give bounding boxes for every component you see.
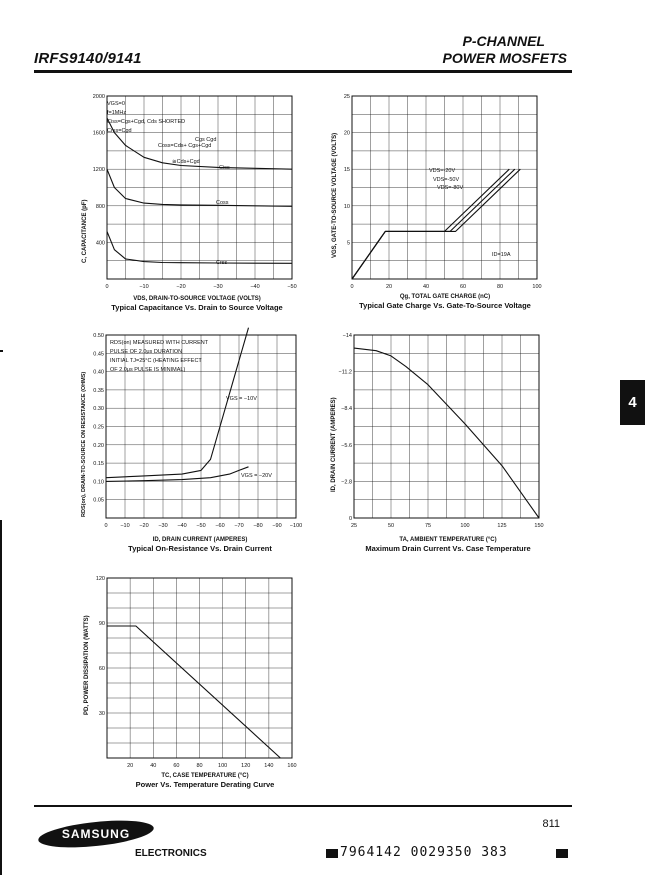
x-tick-label: 125	[497, 523, 507, 529]
x-tick-label: 80	[496, 284, 504, 290]
x-tick-label: 40	[422, 284, 430, 290]
chart-annotation: ID=19A	[492, 252, 511, 258]
series-label: VDS=-20V	[429, 168, 456, 174]
y-tick-label: 0.40	[93, 369, 104, 376]
barcode-block-left	[326, 849, 338, 858]
y-tick-label: −2.8	[341, 479, 352, 486]
x-tick-label: 60	[459, 284, 467, 290]
series-label: VGS = −20V	[241, 473, 272, 479]
x-tick-label: 0	[104, 523, 108, 529]
x-tick-label: −50	[196, 523, 206, 529]
y-tick-label: 0.45	[93, 351, 104, 358]
x-tick-label: 80	[196, 763, 203, 769]
x-tick-label: 50	[387, 523, 395, 529]
legend-line: Crss=Cgd	[107, 128, 132, 134]
y-tick-label: 120	[95, 576, 105, 582]
x-tick-label: −70	[234, 523, 244, 529]
y-tick-label: −8.4	[341, 406, 352, 413]
x-tick-label: 160	[287, 763, 297, 769]
note-line: RDS(on) MEASURED WITH CURRENT	[110, 340, 209, 346]
chart-grid	[354, 335, 539, 518]
chart-title: Maximum Drain Current Vs. Case Temperature	[365, 544, 531, 553]
x-axis-label: TC, CASE TEMPERATURE (°C)	[161, 773, 249, 779]
y-tick-label: 2000	[92, 94, 105, 100]
chart-gate-charge	[322, 88, 552, 318]
barcode-text: 7964142 0029350 383	[340, 845, 508, 860]
x-tick-label: −20	[139, 523, 149, 529]
division-name: ELECTRONICS	[135, 848, 207, 859]
y-axis-label: C, CAPACITANCE (pF)	[82, 199, 88, 263]
margin-mark	[0, 350, 3, 352]
legend-line: Coss=Cds+ Cgs+Cgd	[158, 143, 212, 149]
y-tick-label: 30	[98, 711, 105, 717]
header-rule	[34, 70, 572, 73]
section-tab: 4	[620, 380, 645, 425]
y-tick-label: 5	[346, 240, 350, 247]
y-tick-label: 400	[95, 240, 105, 247]
x-tick-label: 75	[424, 523, 432, 529]
note-line: PULSE OF 2.0μs DURATION	[110, 349, 183, 355]
x-tick-label: −10	[120, 523, 130, 529]
x-tick-label: 20	[127, 763, 134, 769]
y-tick-label: −11.2	[338, 369, 352, 376]
y-tick-label: 25	[343, 94, 350, 100]
x-tick-label: −60	[215, 523, 225, 529]
x-tick-label: 60	[173, 763, 180, 769]
chart-max-drain-current	[322, 327, 557, 557]
y-tick-label: 90	[98, 621, 105, 627]
device-type-line2: POWER MOSFETS	[442, 50, 567, 66]
x-tick-label: 20	[385, 284, 393, 290]
chart-title: Typical Capacitance Vs. Drain to Source Voltage	[111, 303, 283, 312]
y-tick-label: 0.10	[93, 479, 104, 486]
y-axis-label: VGS, GATE-TO-SOURCE VOLTAGE (VOLTS)	[332, 132, 338, 258]
legend-line: ≅Cds+Cgd	[172, 159, 200, 165]
legend-line: Cgs Cgd	[195, 137, 217, 143]
y-tick-label: 0.50	[93, 333, 104, 339]
x-tick-label: 25	[350, 523, 358, 529]
x-tick-label: −20	[176, 284, 186, 290]
note-line: INITIAL TJ=25°C (HEATING EFFECT	[110, 358, 202, 364]
y-axis-label: PD, POWER DISSIPATION (WATTS)	[84, 615, 90, 715]
y-tick-label: 10	[343, 203, 350, 210]
y-tick-label: −14	[342, 333, 352, 339]
x-tick-label: −30	[213, 284, 223, 290]
x-tick-label: −40	[177, 523, 187, 529]
legend-line: Ciss=Cgs+Cgd, Cds SHORTED	[107, 119, 186, 125]
chart-series	[107, 626, 280, 758]
chart-ticks	[96, 576, 297, 769]
chart-on-resistance	[74, 327, 314, 557]
y-tick-label: 0.25	[93, 424, 104, 431]
x-tick-label: 100	[532, 284, 542, 290]
x-tick-label: 40	[150, 763, 157, 769]
y-tick-label: −5.6	[341, 442, 352, 449]
y-tick-label: 15	[343, 167, 350, 174]
page-number: 811	[542, 818, 560, 830]
y-tick-label: 60	[98, 666, 105, 672]
barcode-block-right	[556, 849, 568, 858]
y-tick-label: 0.15	[93, 461, 104, 468]
x-axis-label: ID, DRAIN CURRENT (AMPERES)	[152, 537, 248, 543]
x-axis-label: TA, AMBIENT TEMPERATURE (°C)	[399, 537, 497, 543]
x-tick-label: −10	[139, 284, 149, 290]
note-line: OF 2.0μs PULSE IS MINIMAL)	[110, 367, 186, 373]
series-label: VGS = −10V	[226, 396, 257, 402]
chart-capacitance	[80, 88, 315, 318]
series-label: VDS=-50V	[433, 177, 460, 183]
y-tick-label: 0.35	[93, 387, 104, 394]
x-tick-label: 120	[241, 763, 251, 769]
series-label-coss: Coss	[216, 200, 229, 206]
x-tick-label: −80	[253, 523, 263, 529]
y-tick-label: 0.05	[93, 497, 104, 504]
x-axis-label: Qg, TOTAL GATE CHARGE (nC)	[399, 294, 491, 300]
y-tick-label: 0.20	[93, 442, 104, 449]
x-tick-label: 0	[350, 284, 354, 290]
series-line	[107, 626, 280, 758]
x-axis-label: VDS, DRAIN-TO-SOURCE VOLTAGE (VOLTS)	[133, 296, 261, 302]
legend-line: f=1MHz	[107, 110, 127, 116]
x-tick-label: −30	[158, 523, 168, 529]
x-tick-label: 140	[264, 763, 274, 769]
y-tick-label: 1600	[92, 130, 105, 137]
y-tick-label: 20	[343, 130, 350, 137]
y-axis-label: RDS(on), DRAIN-TO-SOURCE ON RESISTANCE (OHMS)	[81, 371, 87, 517]
y-tick-label: 800	[95, 203, 105, 210]
x-tick-label: 0	[105, 284, 109, 290]
x-tick-label: −100	[289, 523, 303, 529]
x-tick-label: 100	[218, 763, 228, 769]
x-tick-label: 100	[460, 523, 470, 529]
brand-name: SAMSUNG	[61, 827, 131, 841]
x-tick-label: −90	[272, 523, 282, 529]
chart-grid	[107, 578, 292, 758]
legend-line: VGS=0	[107, 101, 125, 107]
chart-title: Power Vs. Temperature Derating Curve	[135, 780, 275, 789]
footer-rule	[34, 805, 572, 807]
series-label-ciss: Ciss	[219, 165, 230, 171]
margin-line	[0, 520, 2, 875]
x-tick-label: 150	[534, 523, 544, 529]
x-tick-label: −40	[250, 284, 260, 290]
series-label: VDS=-80V	[437, 185, 464, 191]
y-tick-label: 0.30	[93, 406, 104, 413]
chart-title: Typical Gate Charge Vs. Gate-To-Source Voltage	[359, 301, 531, 310]
y-tick-label: 0	[348, 516, 352, 522]
x-tick-label: −50	[287, 284, 297, 290]
device-type-line1: P-CHANNEL	[462, 33, 545, 49]
series-label-crss: Crss	[216, 260, 228, 266]
chart-title: Typical On-Resistance Vs. Drain Current	[128, 544, 272, 553]
chart-power-derating	[80, 570, 315, 795]
part-number: IRFS9140/9141	[34, 50, 142, 67]
y-axis-label: ID, DRAIN CURRENT (AMPERES)	[331, 397, 337, 492]
y-tick-label: 1200	[92, 167, 105, 174]
